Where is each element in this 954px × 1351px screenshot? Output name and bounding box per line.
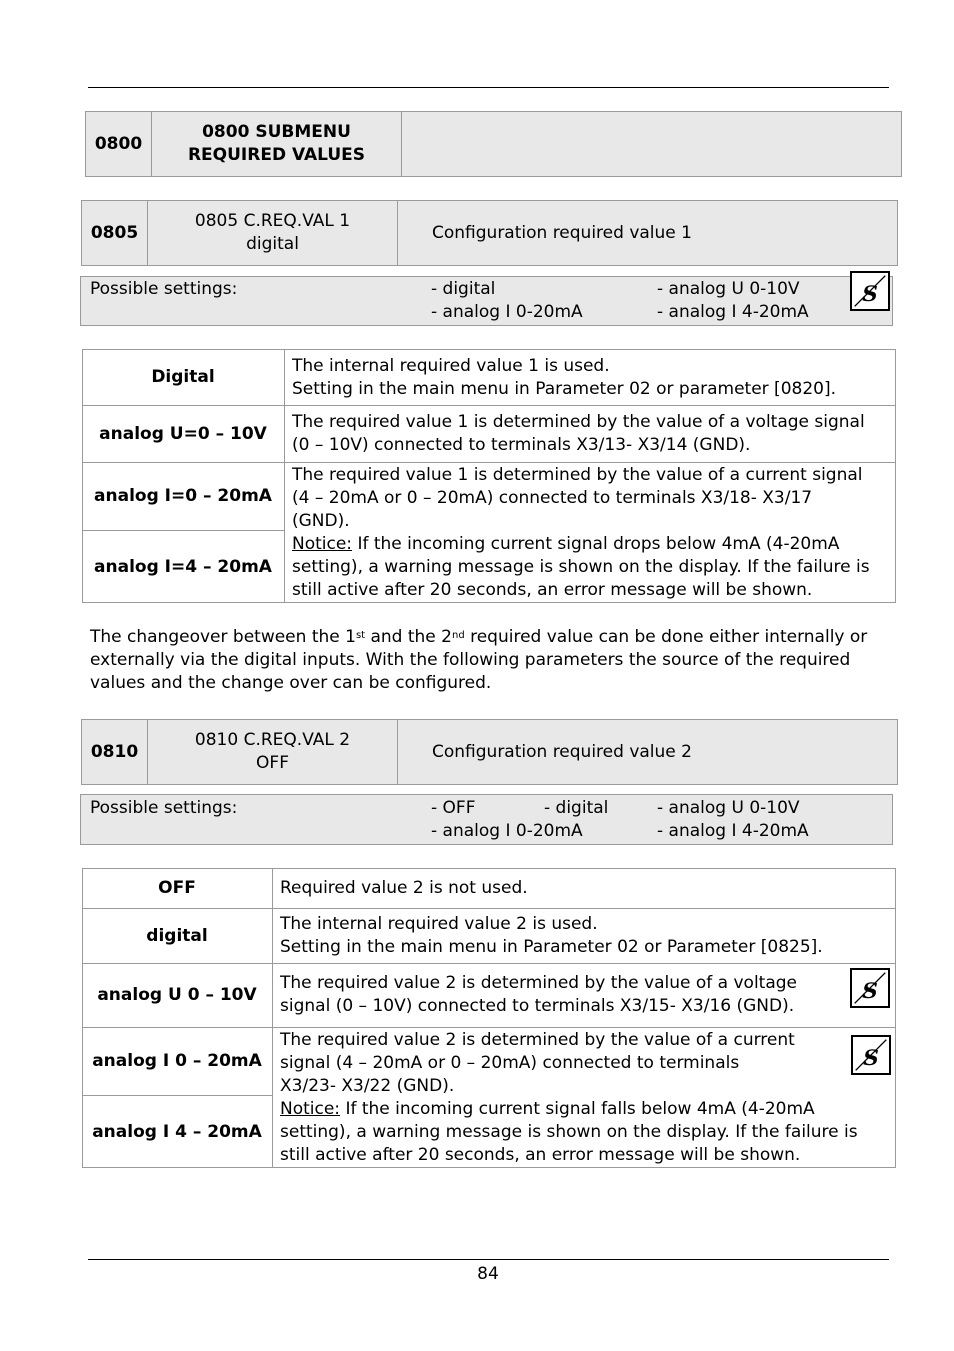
s-sign-icon: [851, 1035, 891, 1075]
param-0805-option-analog-i-4-20: - analog I 4-20mA: [657, 302, 809, 322]
submenu-title: 0800 SUBMENU REQUIRED VALUES: [151, 111, 402, 177]
param-0805-option-digital: - digital: [431, 279, 496, 299]
param-0810-option-off: - OFF: [431, 798, 476, 818]
footer-rule: [88, 1259, 889, 1260]
param-0810-settings-label: Possible settings:: [90, 798, 238, 818]
param-0805-option-analog-u: - analog U 0-10V: [657, 279, 800, 299]
param-0805-settings-label: Possible settings:: [90, 279, 238, 299]
param-0810-code: 0810: [81, 719, 148, 785]
table-2-desc-analog-u: The required value 2 is determined by the value of a voltage signal (0 – 10V) connected to terminals X3/15- X3/16 (GND).: [280, 973, 797, 1016]
table-2-desc-digital: The internal required value 2 is used. Setting in the main menu in Parameter 02 or Parameter [0825].: [280, 914, 823, 957]
param-0810-option-analog-i-4-20: - analog I 4-20mA: [657, 821, 809, 841]
svg-text:S: S: [863, 1045, 879, 1071]
submenu-code: 0800: [85, 111, 152, 177]
table-1-label-digital: Digital: [151, 367, 215, 387]
param-0810-description: Configuration required value 2: [397, 719, 898, 785]
svg-text:S: S: [862, 978, 878, 1004]
svg-text:S: S: [862, 281, 878, 307]
param-0810-option-analog-i-0-20: - analog I 0-20mA: [431, 821, 583, 841]
table-2-label-analog-i-4-20: analog I 4 – 20mA: [92, 1121, 262, 1142]
page-number: 84: [477, 1264, 499, 1284]
notice-label: Notice:: [280, 1099, 341, 1119]
param-0810-option-digital: - digital: [544, 798, 609, 818]
s-sign-icon: [850, 271, 890, 311]
table-2-desc-analog-i: The required value 2 is determined by the value of a current signal (4 – 20mA or 0 – 20mA) connected to terminals X3/23- X3/22 (GND). Notice: If the incoming current signal falls below 4mA (4-20mA setting), a warning message is shown on the display. If the failure is still active after 20 seconds, an error message will be shown.: [280, 1030, 858, 1165]
header-rule: [88, 87, 889, 88]
table-2-label-digital: digital: [146, 925, 208, 946]
param-0810-option-analog-u: - analog U 0-10V: [657, 798, 800, 818]
param-0805-option-analog-i-0-20: - analog I 0-20mA: [431, 302, 583, 322]
table-2-label-analog-i-0-20: analog I 0 – 20mA: [92, 1051, 262, 1071]
param-0805-description: Configuration required value 1: [397, 200, 898, 266]
notice-label: Notice:: [292, 534, 353, 554]
s-sign-icon: [850, 968, 890, 1008]
table-1-desc-digital: The internal required value 1 is used. Setting in the main menu in Parameter 02 or parameter [0820].: [292, 356, 836, 399]
table-2-desc-off: Required value 2 is not used.: [280, 878, 528, 898]
param-0810-name: 0810 C.REQ.VAL 2 OFF: [147, 719, 398, 785]
param-0805-code: 0805: [81, 200, 148, 266]
table-1-desc-analog-i: The required value 1 is determined by the value of a current signal (4 – 20mA or 0 – 20mA) connected to terminals X3/18- X3/17 (GND). Notice: If the incoming current signal drops below 4mA (4-20mA setting), a warning message is shown on the display. If the failure is still active after 20 seconds, an error message will be shown.: [292, 465, 870, 600]
table-1-label-analog-i-4-20: analog I=4 – 20mA: [94, 556, 272, 577]
table-1-label-analog-u: analog U=0 – 10V: [99, 423, 267, 444]
changeover-paragraph: The changeover between the 1st and the 2nd required value can be done either internally or externally via the digital inputs. With the following parameters the source of the required values and the change over can be configured.: [90, 627, 868, 693]
table-1-desc-analog-u: The required value 1 is determined by the value of a voltage signal (0 – 10V) connected to terminals X3/13- X3/14 (GND).: [292, 412, 865, 455]
param-0805-name: 0805 C.REQ.VAL 1 digital: [147, 200, 398, 266]
table-2-label-analog-u: analog U 0 – 10V: [97, 985, 257, 1005]
table-1-label-analog-i-0-20: analog I=0 – 20mA: [94, 486, 272, 506]
table-2-label-off: OFF: [158, 878, 196, 898]
